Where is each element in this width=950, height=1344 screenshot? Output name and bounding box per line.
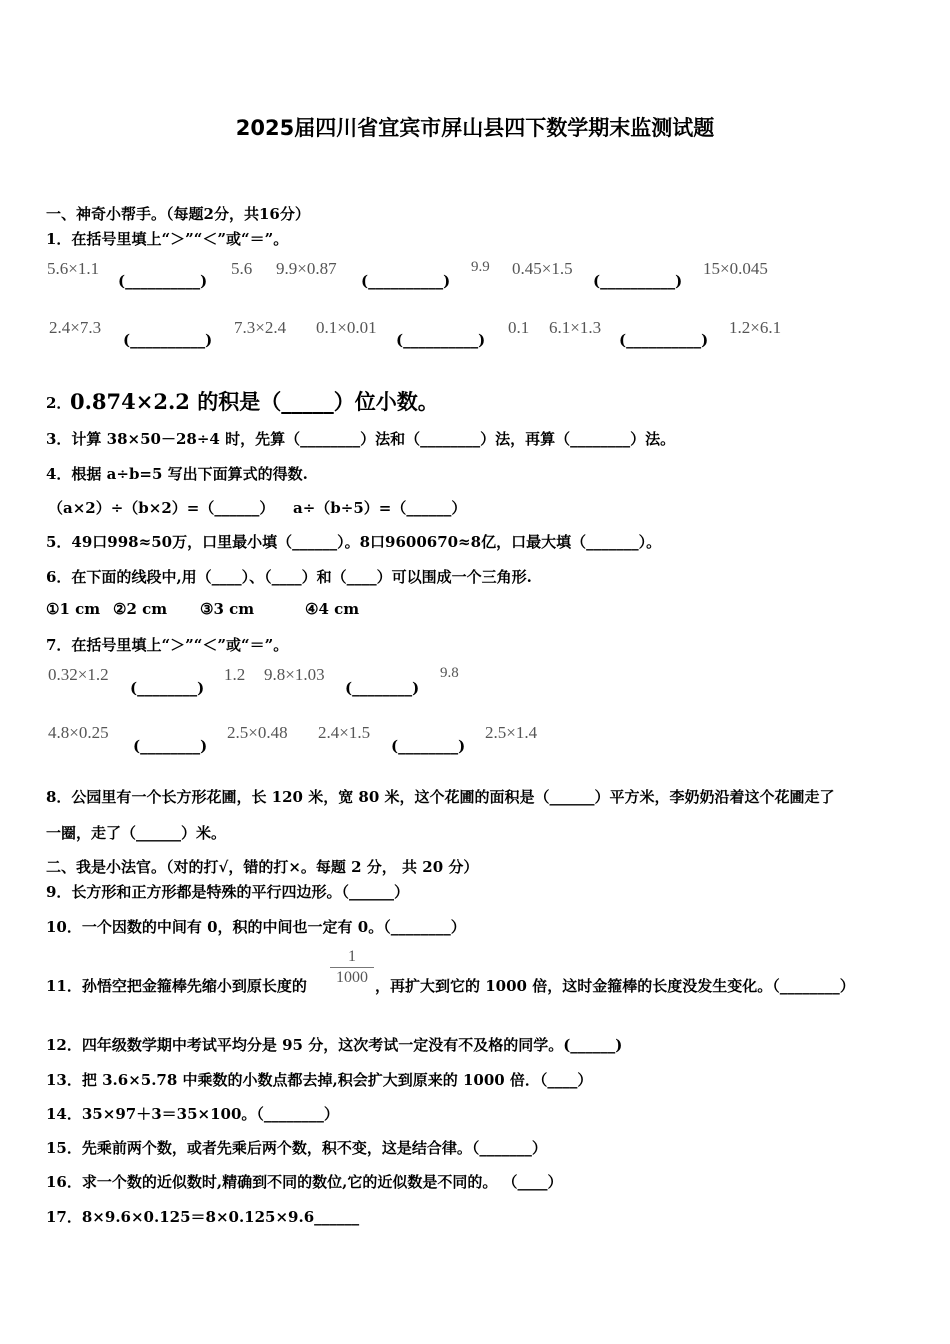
q7-answer-blank[interactable]: (________) bbox=[133, 737, 208, 755]
q11-fraction bbox=[330, 948, 374, 987]
q1-answer-blank[interactable]: (__________) bbox=[361, 272, 451, 290]
q11-fraction-denominator: 1000 bbox=[336, 969, 368, 986]
q1-expr: 5.6 bbox=[231, 259, 253, 278]
section-1-heading: 一、神奇小帮手。（每题2分，共16分） bbox=[46, 205, 310, 223]
question-8-line-1: 8．公园里有一个长方形花圃，长 120 米，宽 80 米，这个花圃的面积是（______）平方米，李奶奶沿着这个花圃走了 bbox=[46, 788, 835, 806]
q1-expr: 6.1×1.3 bbox=[549, 318, 602, 337]
question-9: 9．长方形和正方形都是特殊的平行四边形。（______） bbox=[46, 883, 409, 901]
q6-option: ①1 cm bbox=[46, 600, 101, 618]
q1-expr: 1.2×6.1 bbox=[729, 318, 782, 337]
question-10: 10．一个因数的中间有 0，积的中间也一定有 0。（________） bbox=[46, 918, 466, 936]
q1-expr: 15×0.045 bbox=[703, 259, 768, 278]
q11-fraction-numerator: 1 bbox=[330, 948, 374, 968]
section-2-heading: 二、我是小法官。（对的打√，错的打×。每题 2 分， 共 20 分） bbox=[46, 858, 479, 876]
question-2-number: 2． bbox=[46, 394, 72, 412]
question-6: 6．在下面的线段中,用（____）、（____）和（____）可以围成一个三角形. bbox=[46, 568, 532, 586]
question-7: 7．在括号里填上“＞”“＜”或“＝”。 bbox=[46, 636, 289, 654]
q1-expr: 2.4×7.3 bbox=[49, 318, 102, 337]
q7-expr: 2.5×1.4 bbox=[485, 723, 538, 742]
question-11-post: ，再扩大到它的 1000 倍，这时金箍棒的长度没发生变化。（________） bbox=[375, 977, 855, 995]
q7-expr: 4.8×0.25 bbox=[48, 723, 109, 742]
q1-expr: 0.45×1.5 bbox=[512, 259, 573, 278]
q6-option: ④4 cm bbox=[305, 600, 360, 618]
q1-expr: 0.1 bbox=[508, 318, 530, 337]
q1-expr: 9.9 bbox=[471, 259, 490, 275]
q1-answer-blank[interactable]: (__________) bbox=[123, 331, 213, 349]
q7-answer-blank[interactable]: (________) bbox=[130, 679, 205, 697]
q7-expr: 9.8 bbox=[440, 665, 459, 681]
question-12: 12．四年级数学期中考试平均分是 95 分，这次考试一定没有不及格的同学。(______) bbox=[46, 1036, 623, 1054]
q7-answer-blank[interactable]: (________) bbox=[345, 679, 420, 697]
q1-expr: 5.6×1.1 bbox=[47, 259, 100, 278]
question-11-pre: 11．孙悟空把金箍棒先缩小到原长度的 bbox=[46, 977, 307, 995]
q1-answer-blank[interactable]: (__________) bbox=[593, 272, 683, 290]
q7-expr: 0.32×1.2 bbox=[48, 665, 109, 684]
question-1: 1．在括号里填上“＞”“＜”或“＝”。 bbox=[46, 230, 289, 248]
q7-expr: 9.8×1.03 bbox=[264, 665, 325, 684]
question-15: 15．先乘前两个数，或者先乘后两个数，积不变，这是结合律。（_______） bbox=[46, 1139, 547, 1157]
q1-answer-blank[interactable]: (__________) bbox=[619, 331, 709, 349]
question-3: 3．计算 38×50－28÷4 时，先算（________）法和（________）法，再算（________）法。 bbox=[46, 430, 676, 448]
question-17: 17．8×9.6×0.125＝8×0.125×9.6______ bbox=[46, 1208, 360, 1226]
q7-answer-blank[interactable]: (________) bbox=[391, 737, 466, 755]
q7-expr: 2.4×1.5 bbox=[318, 723, 371, 742]
page-title: 2025届四川省宜宾市屏山县四下数学期末监测试题 bbox=[235, 116, 715, 140]
q1-answer-blank[interactable]: (__________) bbox=[396, 331, 486, 349]
q6-option: ②2 cm bbox=[113, 600, 168, 618]
question-4: 4．根据 a÷b=5 写出下面算式的得数. bbox=[46, 465, 308, 483]
q7-expr: 2.5×0.48 bbox=[227, 723, 288, 742]
question-16: 16．求一个数的近似数时,精确到不同的数位,它的近似数是不同的。 （____） bbox=[46, 1173, 563, 1191]
question-14: 14．35×97＋3＝35×100。（________） bbox=[46, 1105, 339, 1123]
question-13: 13．把 3.6×5.78 中乘数的小数点都去掉,积会扩大到原来的 1000 倍．（____） bbox=[46, 1071, 593, 1089]
q7-expr: 1.2 bbox=[224, 665, 246, 684]
question-4-part-b: a÷（b÷5）=（______） bbox=[293, 499, 467, 517]
q1-answer-blank[interactable]: (__________) bbox=[118, 272, 208, 290]
q1-expr: 9.9×0.87 bbox=[276, 259, 337, 278]
q1-expr: 0.1×0.01 bbox=[316, 318, 377, 337]
question-5: 5．49口998≈50万，口里最小填（______）。8口9600670≈8亿，口最大填（_______）。 bbox=[46, 533, 662, 551]
q6-option: ③3 cm bbox=[200, 600, 255, 618]
question-2: 0.874×2.2 的积是（_____）位小数。 bbox=[70, 389, 439, 414]
q1-expr: 7.3×2.4 bbox=[234, 318, 287, 337]
question-8-line-2: 一圈，走了（______）米。 bbox=[46, 824, 227, 842]
question-4-part-a: （a×2）÷（b×2）=（______） bbox=[48, 499, 275, 517]
